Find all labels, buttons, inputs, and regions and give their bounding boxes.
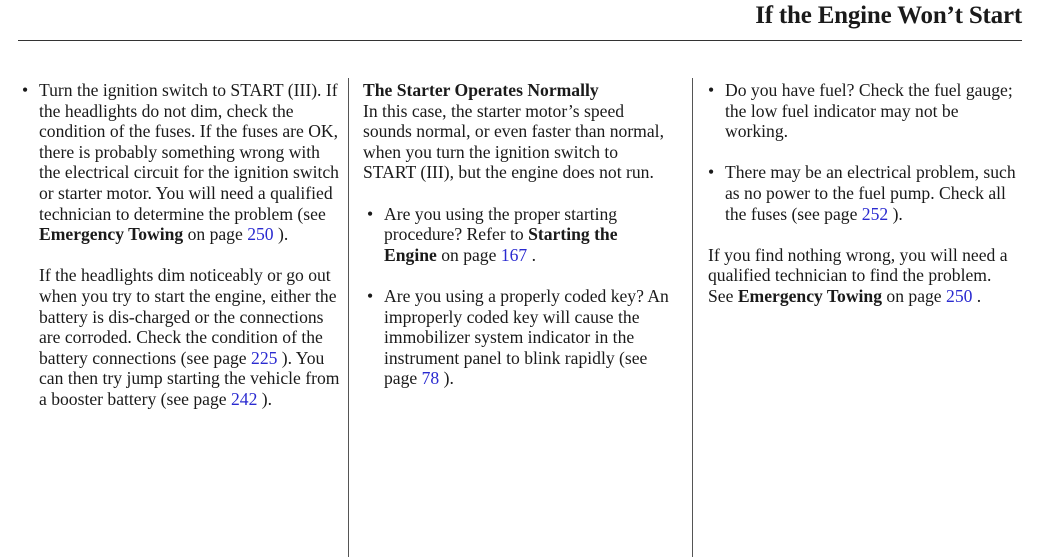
paragraph-headlights-dim: If the headlights dim noticeably or go out when you try to start the engine, either the battery is dis-charged or the connections are corroded. Check the condition of the battery connections (see page 225 ). You can then try jump starting the vehicle from a booster battery (see page 242 ). bbox=[39, 265, 340, 409]
ref-starting-the-engine: Starting the Engine bbox=[384, 224, 618, 265]
section-heading: The Starter Operates Normally bbox=[363, 80, 599, 100]
ref-emergency-towing: Emergency Towing bbox=[39, 224, 184, 245]
page-link-252[interactable]: 252 bbox=[861, 203, 889, 224]
section-starter-normal bbox=[363, 80, 673, 183]
bullet-ignition-check: • Turn the ignition switch to START (III). If the headlights do not dim, check the condition of the fuses. If the fuses are OK, there is probably something wrong with the electrical circuit for the ignition switch or starter motor. You will need a qualified technician to determine the problem (see Emergency Towing on page 250 ). bbox=[22, 80, 340, 245]
header-rule bbox=[18, 40, 1022, 41]
column-3 bbox=[708, 80, 1018, 327]
column-2 bbox=[363, 80, 673, 410]
bullet-electrical-problem: • There may be an electrical problem, such as no power to the fuel pump. Check all the fuses (see page 252 ). bbox=[708, 162, 1018, 224]
page-link-167[interactable]: 167 bbox=[500, 244, 528, 265]
page-link-250[interactable]: 250 bbox=[247, 224, 274, 245]
column-1 bbox=[22, 80, 340, 430]
bullet-coded-key: • Are you using a properly coded key? An improperly coded key will cause the immobilizer system indicator in the instrument panel to blink rapidly (see page 78 ). bbox=[367, 286, 673, 389]
page-link-242[interactable]: 242 bbox=[230, 388, 258, 409]
bullet-fuel-check: • Do you have fuel? Check the fuel gauge; the low fuel indicator may not be working. bbox=[708, 80, 1018, 142]
column-divider-2 bbox=[692, 78, 693, 557]
page-title: If the Engine Won’t Start bbox=[755, 2, 1022, 29]
page-link-225[interactable]: 225 bbox=[251, 347, 278, 368]
section-intro: In this case, the starter motor’s speed sounds normal, or even faster than normal, when you turn the ignition switch to START (III), but the engine does not run. bbox=[363, 100, 664, 183]
paragraph-find-nothing: If you find nothing wrong, you will need a qualified technician to find the problem. See Emergency Towing on page 250 . bbox=[708, 244, 1008, 306]
page-link-78[interactable]: 78 bbox=[421, 368, 440, 389]
page-link-250-2[interactable]: 250 bbox=[946, 285, 973, 306]
column-divider-1 bbox=[348, 78, 349, 557]
bullet-starting-procedure: • Are you using the proper starting procedure? Refer to Starting the Engine on page 167 . bbox=[367, 204, 673, 266]
ref-emergency-towing-2: Emergency Towing bbox=[737, 285, 882, 306]
